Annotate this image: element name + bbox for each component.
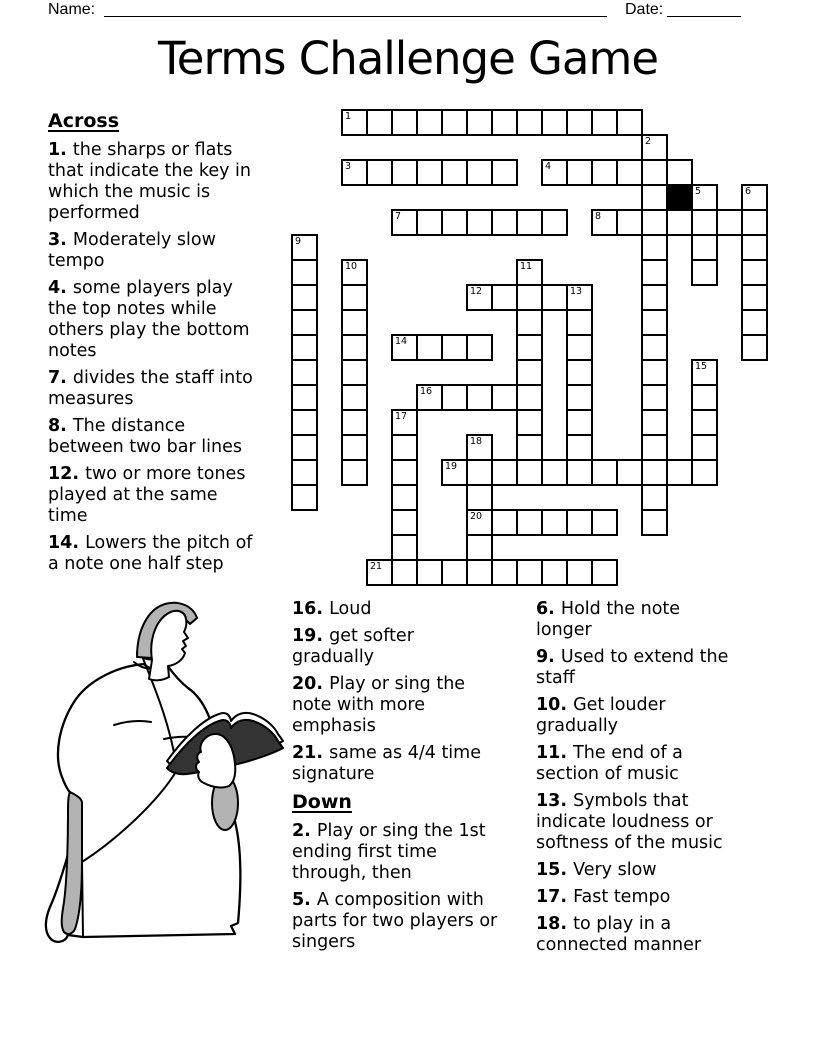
grid-cell[interactable] [341,434,368,461]
grid-cell[interactable] [291,334,318,361]
grid-cell[interactable] [691,384,718,411]
clue-number: 7. [48,368,73,388]
cell-number: 20 [470,511,483,522]
clue-number: 1. [48,140,73,160]
grid-cell[interactable] [391,534,418,561]
grid-cell[interactable] [641,434,668,461]
clue-item: 8. The distance between two bar lines [48,416,242,457]
grid-cell[interactable] [391,209,418,236]
grid-cell[interactable] [666,159,693,186]
grid-cell[interactable] [566,409,593,436]
grid-cell[interactable] [441,209,468,236]
grid-cell[interactable] [641,209,668,236]
grid-cell[interactable] [391,334,418,361]
grid-cell[interactable] [341,409,368,436]
grid-cell[interactable] [291,309,318,336]
cell-number: 16 [420,386,433,397]
cell-number: 7 [395,211,402,222]
clue-item: 9. Used to extend the staff [536,647,729,688]
grid-cell[interactable] [741,284,768,311]
grid-cell[interactable] [341,159,368,186]
grid-cell[interactable] [491,509,518,536]
grid-cell[interactable] [491,559,518,586]
grid-cell[interactable] [566,334,593,361]
cell-number: 13 [570,286,583,297]
monk-hand [196,734,235,787]
grid-cell[interactable] [416,384,443,411]
monk-illustration [36,596,292,961]
grid-cell[interactable] [591,459,618,486]
cell-number: 17 [395,411,408,422]
grid-cell[interactable] [566,509,593,536]
grid-cell[interactable] [391,109,418,136]
cell-number: 19 [445,461,458,472]
cell-number: 8 [595,211,602,222]
grid-cell[interactable] [716,209,743,236]
grid-cell[interactable] [466,484,493,511]
clue-number: 16. [292,599,330,619]
grid-cell[interactable] [641,284,668,311]
grid-cell[interactable] [441,559,468,586]
clue-number: 3. [48,230,73,250]
clue-item: 16. Loud [292,599,372,619]
clue-item: 19. get softer gradually [292,626,414,667]
grid-cell[interactable] [516,209,543,236]
clue-number: 13. [536,791,574,811]
grid-cell[interactable] [341,384,368,411]
clue-item: 12. two or more tones played at the same time [48,464,246,526]
grid-cell[interactable] [341,309,368,336]
name-label: Name: [48,1,96,18]
clue-number: 9. [536,647,561,667]
grid-cell[interactable] [416,334,443,361]
clue-number: 6. [536,599,561,619]
cell-number: 2 [645,136,652,147]
clue-number: 10. [536,695,574,715]
grid-cell[interactable] [341,109,368,136]
grid-cell[interactable] [341,284,368,311]
cell-number: 11 [520,261,533,272]
grid-cell[interactable] [366,159,393,186]
grid-cell[interactable] [541,109,568,136]
clue-number: 15. [536,860,574,880]
cell-number: 3 [345,161,352,172]
grid-cell[interactable] [466,334,493,361]
grid-cell[interactable] [691,184,718,211]
grid-cell[interactable] [641,234,668,261]
grid-cell[interactable] [566,559,593,586]
grid-cell[interactable] [591,159,618,186]
grid-cell[interactable] [291,359,318,386]
grid-cell[interactable] [741,209,768,236]
grid-cell[interactable] [391,484,418,511]
cell-number: 21 [370,561,383,572]
grid-cell[interactable] [641,409,668,436]
clue-number: 4. [48,278,73,298]
grid-cell[interactable] [416,159,443,186]
grid-cell[interactable] [741,234,768,261]
clue-item: 18. to play in a connected manner [536,914,702,955]
grid-cell[interactable] [641,334,668,361]
grid-cell[interactable] [566,459,593,486]
date-label: Date: [625,1,664,18]
grid-cell[interactable] [616,209,643,236]
clue-number: 19. [292,626,330,646]
grid-cell[interactable] [741,184,768,211]
clue-item: 7. divides the staff into measures [48,368,253,409]
grid-cell[interactable] [391,509,418,536]
clue-number: 2. [292,821,317,841]
cell-number: 14 [395,336,408,347]
grid-cell[interactable] [466,559,493,586]
clue-item: 11. The end of a section of music [536,743,683,784]
cell-number: 18 [470,436,483,447]
grid-cell[interactable] [691,409,718,436]
grid-cell[interactable] [591,559,618,586]
grid-cell[interactable] [641,384,668,411]
grid-cell[interactable] [666,209,693,236]
grid-cell[interactable] [466,209,493,236]
grid-cell[interactable] [391,409,418,436]
clue-number: 20. [292,674,330,694]
cell-number: 5 [695,186,702,197]
grid-cell[interactable] [641,459,668,486]
grid-cell[interactable] [516,334,543,361]
clue-section-heading: Down [292,791,352,813]
grid-cell[interactable] [466,534,493,561]
grid-cell[interactable] [641,484,668,511]
grid-cell[interactable] [541,509,568,536]
grid-cell[interactable] [516,409,543,436]
grid-cell[interactable] [691,209,718,236]
grid-cell[interactable] [691,359,718,386]
grid-cell[interactable] [641,159,668,186]
grid-cell[interactable] [566,109,593,136]
grid-cell[interactable] [516,359,543,386]
grid-cell[interactable] [641,359,668,386]
grid-cell[interactable] [416,559,443,586]
page-title: Terms Challenge Game [157,32,659,85]
grid-cell[interactable] [641,309,668,336]
grid-cell[interactable] [516,384,543,411]
grid-cell[interactable] [291,259,318,286]
cell-number: 6 [745,186,752,197]
clue-column-down [536,599,736,962]
clue-item: 17. Fast tempo [536,887,671,907]
grid-cell[interactable] [516,109,543,136]
grid-cell[interactable] [641,134,668,161]
grid-cell[interactable] [291,384,318,411]
grid-cell[interactable] [491,384,518,411]
grid-cell[interactable] [541,159,568,186]
clue-item: 10. Get louder gradually [536,695,666,736]
cell-number: 9 [295,236,302,247]
grid-cell[interactable] [466,159,493,186]
grid-cell[interactable] [391,434,418,461]
grid-cell[interactable] [566,384,593,411]
grid-cell[interactable] [691,459,718,486]
clue-item: 2. Play or sing the 1st ending first time through, then [292,821,486,883]
grid-cell[interactable] [666,459,693,486]
clue-item: 1. the sharps or flats that indicate the key in which the music is performed [48,140,251,223]
grid-cell[interactable] [341,259,368,286]
grid-cell[interactable] [741,334,768,361]
grid-cell[interactable] [641,509,668,536]
clue-item: 14. Lowers the pitch of a note one half step [48,533,253,574]
grid-cell[interactable] [616,159,643,186]
clue-item: 6. Hold the note longer [536,599,681,640]
grid-cell[interactable] [566,309,593,336]
clue-item: 20. Play or sing the note with more emphasis [292,674,466,736]
grid-cell[interactable] [591,109,618,136]
grid-cell[interactable] [741,309,768,336]
cell-number: 1 [345,111,352,122]
grid-cell[interactable] [541,209,568,236]
grid-cell[interactable] [341,459,368,486]
name-field-line[interactable] [104,16,607,17]
grid-cell[interactable] [291,234,318,261]
grid-cell[interactable] [416,109,443,136]
grid-cell[interactable] [441,384,468,411]
clue-item: 5. A composition with parts for two players or singers [292,890,498,952]
cell-number: 10 [345,261,358,272]
grid-cell[interactable] [591,509,618,536]
grid-cell[interactable] [441,459,468,486]
grid-cell[interactable] [566,434,593,461]
grid-cell[interactable] [341,334,368,361]
grid-cell[interactable] [541,459,568,486]
grid-cell[interactable] [466,284,493,311]
cell-number: 12 [470,286,483,297]
grid-cell[interactable] [291,409,318,436]
grid-cell-blocked [666,184,693,211]
grid-cell[interactable] [516,284,543,311]
clue-number: 11. [536,743,574,763]
grid-cell[interactable] [491,459,518,486]
grid-cell[interactable] [366,109,393,136]
grid-cell[interactable] [516,309,543,336]
clue-number: 21. [292,743,330,763]
clue-section-heading: Across [48,110,120,132]
grid-cell[interactable] [641,259,668,286]
grid-cell[interactable] [441,109,468,136]
clue-number: 17. [536,887,574,907]
cell-number: 4 [545,161,552,172]
grid-cell[interactable] [641,184,668,211]
grid-cell[interactable] [416,209,443,236]
clue-item: 13. Symbols that indicate loudness or softness of the music [536,791,723,853]
grid-cell[interactable] [566,359,593,386]
clue-item: 4. some players play the top notes while others play the bottom notes [48,278,250,361]
grid-cell[interactable] [466,384,493,411]
grid-cell[interactable] [491,159,518,186]
clue-item: 15. Very slow [536,860,657,880]
grid-cell[interactable] [291,434,318,461]
grid-cell[interactable] [516,459,543,486]
grid-cell[interactable] [391,559,418,586]
grid-cell[interactable] [291,284,318,311]
grid-cell[interactable] [516,259,543,286]
grid-cell[interactable] [741,259,768,286]
grid-cell[interactable] [466,459,493,486]
grid-cell[interactable] [466,109,493,136]
cell-number: 15 [695,361,708,372]
grid-cell[interactable] [616,459,643,486]
grid-cell[interactable] [466,434,493,461]
grid-cell[interactable] [466,509,493,536]
clue-number: 14. [48,533,86,553]
date-field-line[interactable] [667,16,741,17]
clue-number: 8. [48,416,73,436]
clue-item: 21. same as 4/4 time signature [292,743,481,784]
grid-cell[interactable] [516,509,543,536]
grid-cell[interactable] [291,484,318,511]
grid-cell[interactable] [691,259,718,286]
grid-cell[interactable] [566,284,593,311]
grid-cell[interactable] [441,159,468,186]
clue-number: 18. [536,914,574,934]
clue-number: 12. [48,464,86,484]
grid-cell[interactable] [516,559,543,586]
grid-cell[interactable] [541,559,568,586]
grid-cell[interactable] [341,359,368,386]
grid-cell[interactable] [491,209,518,236]
grid-cell[interactable] [291,459,318,486]
grid-cell[interactable] [391,459,418,486]
clue-item: 3. Moderately slow tempo [48,230,216,271]
grid-cell[interactable] [441,334,468,361]
grid-cell[interactable] [691,234,718,261]
grid-cell[interactable] [616,109,643,136]
grid-cell[interactable] [491,109,518,136]
clue-column-middle [292,599,499,959]
grid-cell[interactable] [391,159,418,186]
grid-cell[interactable] [366,559,393,586]
clue-column-across [48,110,254,581]
grid-cell[interactable] [491,284,518,311]
grid-cell[interactable] [566,159,593,186]
grid-cell[interactable] [691,434,718,461]
grid-cell[interactable] [591,209,618,236]
grid-cell[interactable] [541,284,568,311]
grid-cell[interactable] [516,434,543,461]
clue-number: 5. [292,890,317,910]
